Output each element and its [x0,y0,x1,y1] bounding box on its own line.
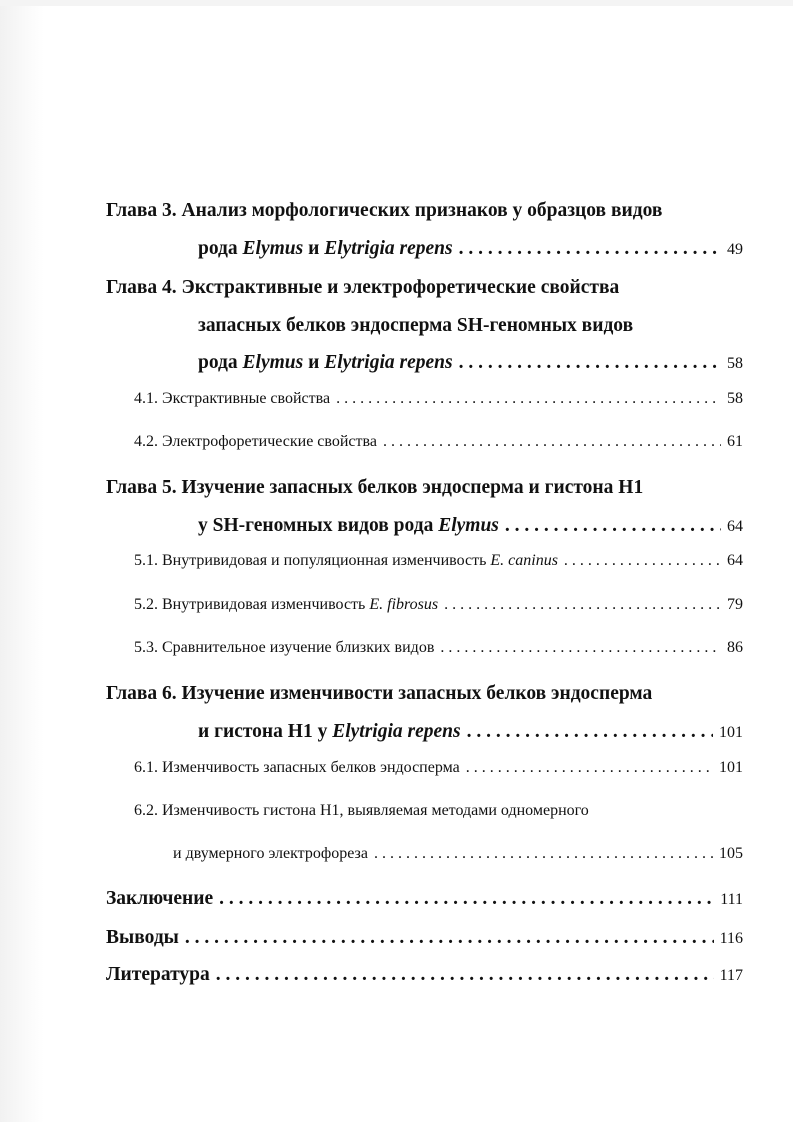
toc-ch6-title-line1: Глава 6. Изучение изменчивости запасных белков эндосперма [106,683,653,704]
toc-leader-dots [564,552,721,570]
toc-sub-6-2-line2[interactable]: и двумерного электрофореза . . . 105 [173,845,743,863]
toc-leader-dots [459,352,721,374]
toc-leader-dots [216,964,714,986]
toc-sub-5-3[interactable]: 5.3. Сравнительное изучение близких видов . . . 86 [134,639,743,657]
toc-leader-dots [466,759,713,777]
toc-findings[interactable]: Выводы . . . 116 [106,927,743,949]
toc-leader-dots [374,845,713,863]
toc-leader-dots [219,888,714,910]
toc-ch3-page: 49 [727,241,743,258]
toc-leader-dots [336,390,721,408]
toc-sub-6-2-line1[interactable]: 6.2. Изменчивость гистона Н1, выявляемая методами одномерного [134,802,589,819]
toc-leader-dots [440,639,721,657]
toc-ch6-title-line2[interactable]: и гистона Н1 у Elytrigia repens . . . 101 [198,721,743,743]
toc-ch4-title-line1: Глава 4. Экстрактивные и электрофоретические свойства [106,277,620,298]
toc-leader-dots [383,433,721,451]
toc-conclusion[interactable]: Заключение . . . 111 [106,888,743,910]
toc-leader-dots [185,927,714,949]
toc-ch3-title-line2[interactable]: рода Elymus и Elytrigia repens . . . 49 [198,238,743,260]
toc-ch3-title-line1: Глава 3. Анализ морфологических признаков у образцов видов [106,200,663,221]
toc-ch5-title-line2[interactable]: у SH-геномных видов рода Elymus . . . 64 [198,515,743,537]
toc-ch4-title-line3[interactable]: рода Elymus и Elytrigia repens . . . 58 [198,352,743,374]
toc-sub-5-2[interactable]: 5.2. Внутривидовая изменчивость E. fibrosus . . . 79 [134,596,743,614]
toc-sub-4-1[interactable]: 4.1. Экстрактивные свойства . . . 58 [134,390,743,408]
toc-ch4-title-line2: запасных белков эндосперма SH-геномных видов [198,315,634,336]
toc-ch6-page: 101 [719,724,743,741]
toc-ch5-title-line1: Глава 5. Изучение запасных белков эндосперма и гистона Н1 [106,477,644,498]
toc-leader-dots [505,515,721,537]
toc-ch4-page: 58 [727,355,743,372]
toc-leader-dots [467,721,713,743]
toc-ch5-page: 64 [727,518,743,535]
toc-leader-dots [444,596,721,614]
toc-sub-5-1[interactable]: 5.1. Внутривидовая и популяционная изменчивость E. caninus . . . 64 [134,552,743,570]
toc-literature[interactable]: Литература . . . 117 [106,964,743,986]
toc-sub-4-2[interactable]: 4.2. Электрофоретические свойства . . . 61 [134,433,743,451]
toc-sub-6-1[interactable]: 6.1. Изменчивость запасных белков эндосперма . . . 101 [134,759,743,777]
toc-leader-dots [459,238,721,260]
